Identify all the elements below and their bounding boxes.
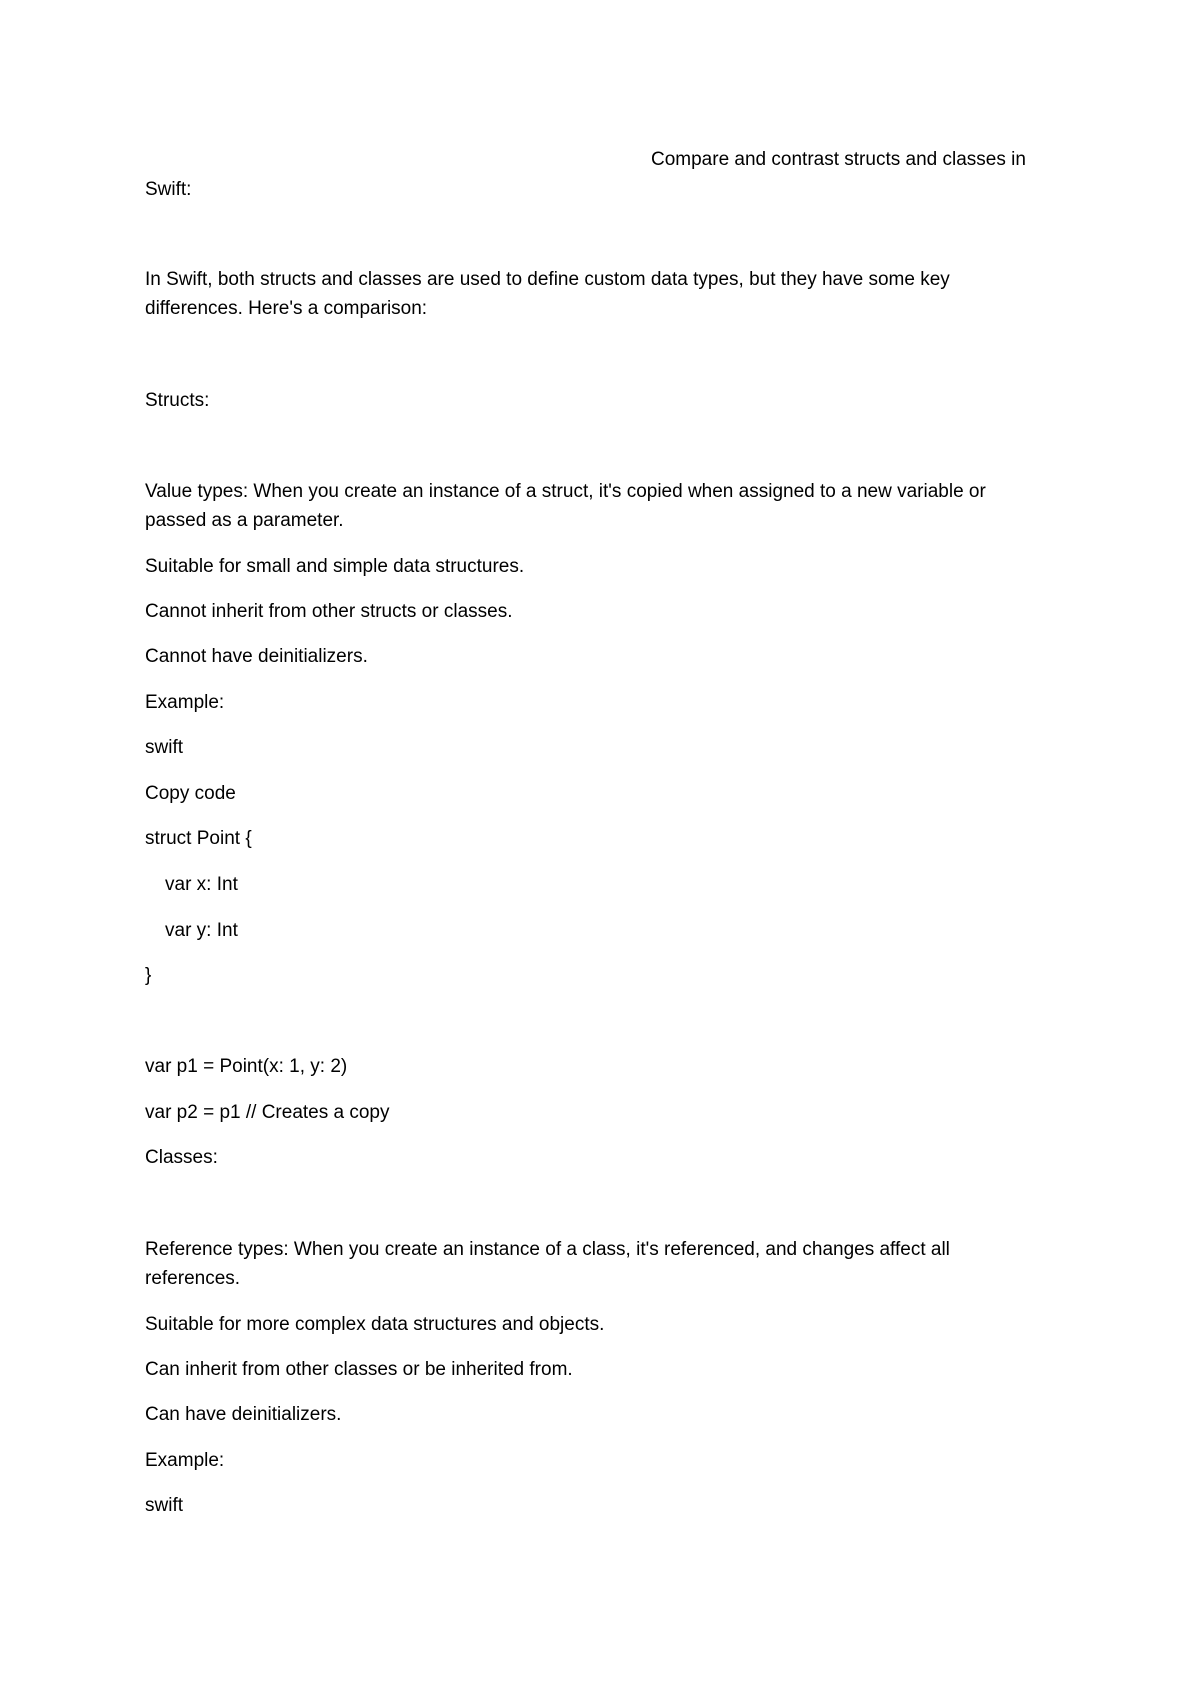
code-line-6: var p2 = p1 // Creates a copy — [145, 1102, 390, 1123]
classes-example-label: Example: — [145, 1450, 225, 1471]
structs-copy-code: Copy code — [145, 783, 236, 804]
structs-heading: Structs: — [145, 390, 210, 411]
classes-deinit: Can have deinitializers. — [145, 1404, 342, 1425]
title-line-1: Compare and contrast structs and classes in — [651, 149, 1026, 170]
classes-heading: Classes: — [145, 1147, 218, 1168]
structs-deinit: Cannot have deinitializers. — [145, 646, 368, 667]
classes-inherit: Can inherit from other classes or be inherited from. — [145, 1359, 573, 1380]
classes-reference-types-line-2: references. — [145, 1268, 241, 1289]
code-line-2: var x: Int — [165, 874, 238, 895]
code-line-1: struct Point { — [145, 828, 252, 849]
structs-value-types-line-2: passed as a parameter. — [145, 510, 344, 531]
classes-suitable: Suitable for more complex data structures and objects. — [145, 1314, 605, 1335]
intro-line-2: differences. Here's a comparison: — [145, 298, 428, 319]
structs-value-types-line-1: Value types: When you create an instance of a struct, it's copied when assigned to a new variable or — [145, 481, 986, 502]
code-line-4: } — [145, 965, 152, 986]
structs-inherit: Cannot inherit from other structs or classes. — [145, 601, 513, 622]
structs-example-label: Example: — [145, 692, 225, 713]
intro-line-1: In Swift, both structs and classes are used to define custom data types, but they have some key — [145, 269, 950, 290]
classes-code-lang: swift — [145, 1495, 183, 1516]
title-line-2: Swift: — [145, 179, 192, 200]
structs-code-lang: swift — [145, 737, 183, 758]
code-line-3: var y: Int — [165, 920, 238, 941]
classes-reference-types-line-1: Reference types: When you create an instance of a class, it's referenced, and changes affect all — [145, 1239, 950, 1260]
code-line-5: var p1 = Point(x: 1, y: 2) — [145, 1056, 348, 1077]
structs-suitable: Suitable for small and simple data structures. — [145, 556, 525, 577]
